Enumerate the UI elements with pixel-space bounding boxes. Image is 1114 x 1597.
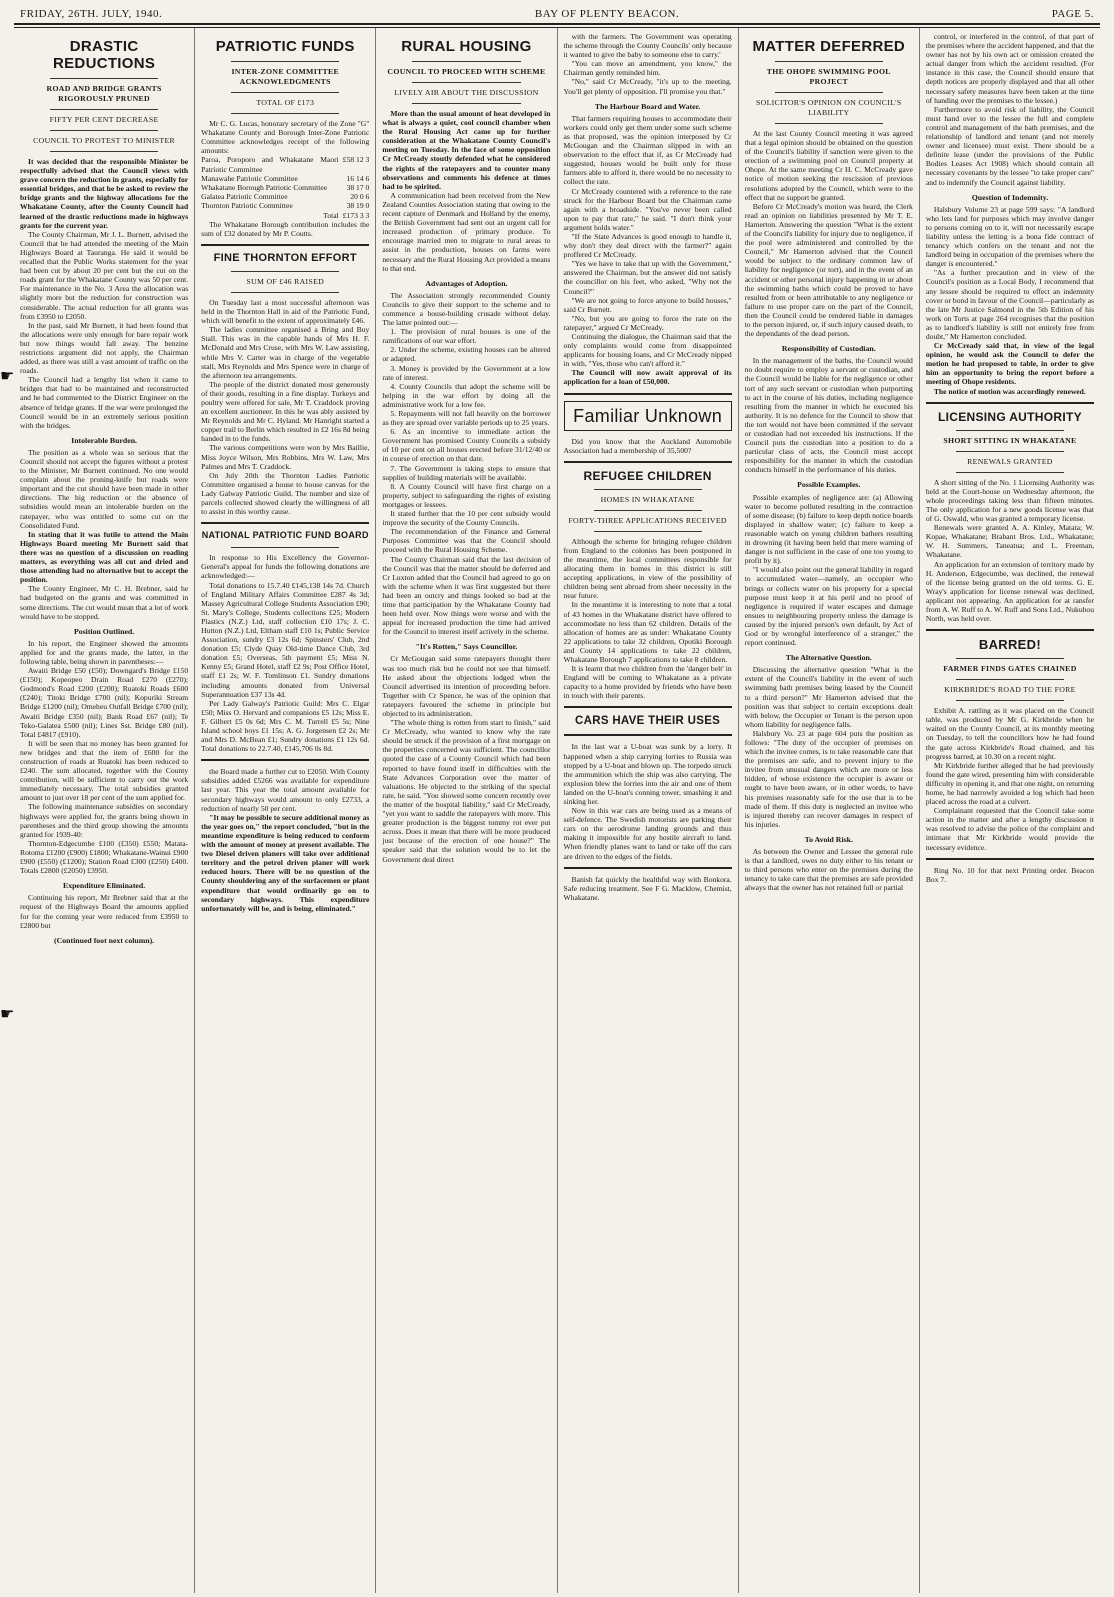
continued-note: (Continued foot next column). [54, 935, 155, 945]
paragraph: Awaiti Bridge £50 (£50); Downgard's Bridge £150 (£150); Kopeopeo Drain Road £270 (£270); Godmond's Road £200 (£200); Ruatoki Roads £600 (£240); Titoki Bridge £700 (nil); Kopuriki Stream Bridge £1200 (nil); Omeheu Outfall Bridge £700 (nil); Awaiti Bridge £350 (nil); Bank Road £67 (nil); Te Teko-Galatea £500 (nil); Lines Sst. Bridge £80 (nil). Total £4817 (£910). [20, 666, 189, 739]
paragraph: At the last County Council meeting it was agreed that a legal opinion should be obtained on the question of the Council's liability if sanction were given to the erection of a swimming pool on Council property at Ohope. At the same meeting Cr H. C. McCready gave notice of motion seeking the rescission of previous resolutions adopted by the Council, which were to the effect that no support be granted. [744, 129, 913, 202]
subheading: Question of Indemnity. [971, 192, 1049, 202]
amount-cell: £173 3 3 [342, 210, 370, 220]
column-6 [920, 28, 1100, 1593]
deck: LIVELY AIR ABOUT THE DISCUSSION [394, 88, 539, 97]
paragraph: Thornton-Edgecumbe £100 (£350) £550; Matata-Rotoma £1200 (£900) £1800; Whakatane-Wainui £900 £900 (£550) (£1200); Station Road £300 (£250) £400. Totals £2800 (£2050) £3950. [20, 838, 189, 876]
paragraph: Per Lady Galway's Patriotic Guild: Mrs C. Elgar £50; Miss O. Hervard and companions £5 12s; Miss E. F. Gilbert £5 0s 6d; Mrs C. M. Turrell £5 5s; Nine Island school boys £1 15s; A. G. Jorgensen £2 2s; Mr and Mrs D. McBean £1; Sundry donations £1 12s 6d. Total donations to 22.7.40, £145,706 0s 8d. [201, 698, 370, 754]
advertisement: Ring No. 10 for that next Printing order. Beacon Box 7. [925, 865, 1095, 884]
paragraph: 1. The provision of rural houses is one of the ramifications of our war effort. [382, 327, 551, 346]
headline-refugee-children: REFUGEE CHILDREN [583, 468, 712, 483]
paragraph: On Tuesday last a most successful afternoon was held in the Thornton Hall in aid of the Patriotic Fund, which will benefit to the extent of approximately £46. [201, 297, 370, 326]
subheading: Expenditure Eliminated. [63, 881, 146, 891]
paragraph: 7. The Government is taking steps to ensure that supplies of building materials will be available. [382, 463, 551, 482]
table-row [201, 155, 369, 173]
table-row [201, 211, 369, 220]
deck: FARMER FINDS GATES CHAINED [943, 664, 1077, 674]
pointing-hand-icon: ☛ [0, 1004, 15, 1023]
paragraph: That farmers requiring houses to accommodate their workers could only get them under some such scheme as that proposed, was the opinion interposed by Cr McGougan and the Chairman slipped in with an observation to the effect that if, as Cr McCready had suggested, houses would be built only for those farmers able to afford it, there would be no necessity to collect the rate. [563, 113, 732, 187]
lead-paragraph: "It may be possible to secure additional money as the year goes on," the report concluded, "but in the meantime expenditure is being reduced to conform with the amount of money at present available. The two Diesel driven planers will take over additional territory and the petrol driven planer will work reduced hours. There will be no question of the County shouldering any of the surfacemen or plant expenditure that would ordinarily go on to secondary highways. This expenditure unfortunately will be, and is being, eliminated." [201, 812, 370, 913]
donor-cell: Thornton Patriotic Committee [201, 201, 293, 211]
paragraph: The County Chairman, Mr J. L. Burnett, advised the Council that he had attended the meeting of the Main Highways Board at Tauranga. He said it would be recalled that the Public Works statement for the year had been cut by about 20 per cent but the cut on the roads grant for the Whakatane County was 50 per cent. For maintenance in the No. 3 Area the allocation was slightly more but the reduction for construction was considerable. The actual reduction for all grants was from £3950 to £2050. [20, 229, 189, 321]
paragraph: The Council had a lengthy list when it came to bridges that had to be maintained and reconstructed and he had commented to the District Engineer on the absence of bridge grants. If the war were prolonged the Council would be in an extremely serious position with the bridges. [20, 375, 189, 430]
headline-patriotic-funds: PATRIOTIC FUNDS [215, 38, 355, 55]
donor-cell: Total [323, 210, 339, 220]
paragraph: Halsbury Volume 23 at page 599 says: "A landlord who lets land for purposes which may involve danger to persons coming on to it, will not necessarily escape liability unless the letting is a bona fide contract of tenancy which confers on the tenant and not the landlord being in occupation of the premises where the danger is encountered." [925, 204, 1095, 269]
paragraph: In the management of the baths, the Council would no doubt require to employ a servant or custodian, and the Council would be liable for the negligence or other tort of any such servant or custodian when purporting to act in the course of his duties, including negligence resulting from the manner in which he executed his authority. It is no defence for the Council to show that the tort would not have been committed if the servant or custodian had not exceeded his instructions. If the Council puts the custodian into a position to do a particular class of acts, the Council must accept responsibility for the manner in which the custodian conducts himself in the performance of his duties. [744, 356, 913, 475]
paragraph: Continuing his report, Mr Brebner said that at the request of the Highways Board the amounts applied for for the coming year were reduced from £3950 to £2800 but [20, 893, 189, 930]
subheading: The Harbour Board and Water. [594, 101, 701, 111]
subheading: Intolerable Burden. [71, 435, 137, 445]
headline-rural-housing: RURAL HOUSING [401, 38, 532, 55]
paragraph: "The whole thing is rotten from start to finish," said Cr McCready, who wanted to know why the rate should be struck if the provision of a first mortgage on the properties concerned was sufficient. The councillor quoted the case of a County Council which had been reported to have found itself in difficulties with the State Advances Corporation over the matter of valuations. He objected to the striking of the special rate, he said. "You showed some concern recently over the matter of the hospital liability," said Cr McCready, "yet you want to saddle the ratepayers with more. This greater production is the biggest tommy rot ever put across. Does it mean that there will be more produced just because of the erection of one house?" The speaker said that the solution would be to let the Government deal direct [382, 718, 551, 864]
paragraph: Halsbury Vo. 23 at page 604 puts the position as follows: "The duty of the occupier of premises on which the invitee comes, is to take reasonable care that the premises are safe, and to prevent injury to the invitee from unusual dangers which are more or less hidden, of whose existence the occupier is aware or ought to have been aware, or in other words, to have his premises reasonably safe for the use that is to be made of them. If this duty is neglected an invitee who is injured thereby can recover damages in respect of his injuries. [744, 728, 913, 829]
deck: ROAD AND BRIDGE GRANTS RIGOROUSLY PRUNED [46, 84, 162, 103]
paragraph: Cr McGougan said some ratepayers thought there was too much risk but he could not see that himself. He asked about the objections lodged when the Council advertised its intention of proceeding before. Together with Cr Spence, he was of the opinion that ratepayers favoured the scheme in principle but objected to its administration. [382, 654, 551, 718]
paragraph: Complainant requested that the Council take some action in the matter and after a lengthy discussion it was resolved to advise the police of the complaint and intimate that Mr Kirkbride would provide the necessary evidence. [925, 806, 1095, 852]
deck: SHORT SITTING IN WHAKATANE [943, 435, 1077, 445]
donations-table [201, 155, 369, 219]
table-row [201, 174, 369, 183]
deck: THE OHOPE SWIMMING POOL PROJECT [766, 67, 891, 86]
paragraph: The following maintenance subsidies on secondary highways were applied for, the grants being shown in parentheses and the third group showing the amounts granted for 1939-40: [20, 802, 189, 839]
subheading: Possible Examples. [797, 480, 861, 490]
paragraph: Furthermore to avoid risk of liability, the Council must hand over to the lessee the full and complete control and management of the bath premises, and the relationship of landlord and tenant (and not merely owner and licensee) must exist. There should be a definite lease (under the provisions of the Public Bodies Leases Act 1908) which should contain all necessary covenants by the lessee "to take proper care" and to indemnify the Council against liability. [925, 104, 1095, 187]
headline-national-patriotic-fund: NATIONAL PATRIOTIC FUND BOARD [201, 530, 369, 541]
paragraph: As between the Owner and Lessee the general rule is that a landlord, owes no duty either to his tenant or to third persons who enter on the premises during the tenancy to take care that the premises are safe provided always that the owner has not retained full or partial [744, 847, 913, 893]
paragraph: A short sitting of the No. 1 Licensing Authority was held at the Court-house on Wednesday afternoon, the whole proceedings taking less than fifteen minutes. The only application for a new goods license was that of G. Oswald, who was granted a temporary license. [925, 477, 1095, 524]
paragraph: "I would also point out the general liability in regard to accumulated water—namely, an occupier who brings or collects water on his property for a special purpose must keep it at his peril and no proof of negligence is required if water escapes and damage ensues to neighbouring property unless the damage is caused by the injured person's own default, by Act of God or by wrongful interference of a stranger," the report continued. [744, 565, 913, 648]
lead-paragraph: In stating that it was futile to attend the Main Highways Board meeting Mr Burnett said that there was no question of a discussion on roading matters, as everything was all cut and dried and those attending had no alternative but to accept the position. [20, 529, 189, 585]
masthead-page: PAGE 5. [1051, 8, 1094, 20]
masthead-date: FRIDAY, 26TH. JULY, 1940. [20, 8, 163, 20]
paragraph: Mr Kirkbride further alleged that he had previously found the gate wired, presenting him with considerable difficulty in opening it, and that one night, on returning home, he had narrowly avoided a log which had been placed across the road at a culvert. [925, 760, 1095, 807]
subheading: Position Outlined. [73, 626, 135, 636]
paragraph: "Yes we have to take that up with the Government," answered the Chairman, but the answer did not satisfy the councillor on his feet, who asked, "Why not the Council?" [563, 259, 732, 296]
familiar-unknown-heading: Familiar Unknown [564, 401, 732, 431]
paragraph: A communication had been received from the New Zealand Counties Association stating that owing to the recent capture of Denmark and Holland by the enemy, the British Government had sent out an urgent call for increased production of primary produce. To encourage married men to migrate to rural areas to assist in the production, houses on farms were necessary and the Rural Housing Act provided a means to that end. [382, 190, 551, 273]
deck: SUM OF £46 RAISED [246, 276, 325, 286]
paragraph: the Board made a further cut to £2050. With County subsidies added £5266 was available for expenditure last year. This year the total amount available for secondary highways would amount to only £2733, a reduction of nearly 50 per cent. [201, 767, 370, 813]
deck: FIFTY PER CENT DECREASE [49, 115, 159, 124]
subheading: Responsibility of Custodian. [781, 344, 876, 354]
paragraph: Total donations to 15.7.40 £145,138 14s 7d. Church of England Military Affairs Committee £287 4s 3d; Massey Agricultural College Students Association £90; St. Mary's College, Students collections £25; Modern Plastics (N.Z.) Ltd, staff collection £10 17s; J. C. Hutton (N.Z.) Ltd, Eltham staff £10 1s; Public Service Association, sundry £3 12s 6d; Spinsters' Club, 2nd donation £5; Clyde Quay Old-time Dance Club, 3rd donation £5; Overseas, 5th payment £5; Miss N. Kenny £5; Grand Hotel, staff £2 9s; Post Office Hotel, staff £1 2s; W. F. Tomlinson £1. Sundry donations including amounts donated from Universal Superannuation £37 13s 4d. [201, 580, 370, 699]
subheading: "It's Rotten," Says Councillor. [415, 642, 518, 652]
paragraph: The various competitions were won by Mrs Baillie, Miss Joyce Wilson, Mrs Robbins, Mrs W. Law, Mrs Palmes and Mrs T. Craddock. [201, 443, 370, 471]
subheading: To Avoid Risk. [804, 834, 853, 844]
paragraph: Cr McCready countered with a reference to the rate struck for the Harbour Board but the Chairman came again with a broadside. "You've never been called upon to pay that rate," he said. "I don't think your argument holds water." [563, 186, 732, 232]
subheading: The Alternative Question. [785, 653, 872, 663]
lead-paragraph: The notice of motion was accordingly renewed. [933, 386, 1086, 396]
paragraph: Possible examples of negligence are: (a) Allowing water to become polluted resulting in the contraction of some disease; (b) failure to keep depth notice boards displayed in shallow water; (c) failure to keep a reasonable watch on young children bathers resulting in drowning (it having been held that mere warning of danger is not sufficient in the case of one too young to profit by it). [744, 492, 913, 566]
deck: SOLICITOR'S OPINION ON COUNCIL'S LIABILITY [756, 98, 902, 117]
column-5 [739, 28, 920, 1593]
lead-paragraph: Cr McCready said that, in view of the legal opinion, he would ask the Council to defer the motion he had proposed to table, in order to give him an opportunity to bring the report before a meeting of Ohope residents. [925, 341, 1095, 387]
headline-matter-deferred: MATTER DEFERRED [752, 38, 906, 55]
paragraph: Exhibit A. rattling as it was placed on the Council table, was produced by Mr G. Kirkbride when he waited on the County Council, at its monthly meeting on Tuesday, to tell the councillors how he had found the gate across Kirkbride's Road chained, and his progress barred, at 10.30 on a recent night. [925, 706, 1095, 761]
paragraph: The people of the district donated most generously of their goods, resulting in a fine display. Turkeys and poultry were offered for sale, Mr T. Craddock proving an excellent auctioneer. In this he was ably assisted by Mr Reynolds and Mr C. Hyland. Mr Hanright started a copper trail to Berlin which resulted in £2 16s 8d being handed in to the funds. [201, 379, 370, 444]
column-3 [376, 28, 557, 1593]
donor-cell: Paroa, Poroporo and Whakatane Maori Patriotic Committee [201, 155, 339, 174]
paragraph: 6. As an incentive to immediate action the Government has promised County Councils a subsidy of 10 per cent on all houses erected before 31/12/40 or in course of erection on that date. [382, 427, 551, 464]
paragraph: In the meantime it is interesting to note that a total of 43 homes in the Whakatane district have offered to accommodate no less than 62 children. Details of the allocation of homes are as under: Whakatane County 22 applications to take 32 children, Opotiki Borough and County 14 applications to take 22 children, Whakatane Borough 7 applications to take 8 children. [563, 600, 732, 664]
paragraph: The ladies committee organised a Bring and Buy Stall. This was in the capable hands of Mrs H. F. McDonald and Mrs Cruse, with Mrs W. Law assisting, while Mrs V. Carter was in charge of the vegetable stall, Mrs Reynolds and Mrs Spence were in charge of the afternoon tea arrangements. [201, 325, 370, 380]
paragraph: "No, but you are going to force the rate on the ratepayer," argued Cr McCready. [563, 313, 732, 332]
deck: RENEWALS GRANTED [967, 456, 1053, 466]
paragraph: Although the scheme for bringing refugee children from England to the colonies has been postponed in the meantime, the local committees responsible for allocating them in homes in this district is still accepting applications, in view of the possibility of children being sent abroad from sheer necessity in the near future. [563, 536, 732, 601]
paragraph: Continuing the dialogue, the Chairman said that the only complaints would come from disappointed applicants for housing loans, and Cr McCready nipped in with, "Yes, those who can't afford it." [563, 332, 732, 369]
paragraph: It is learnt that two children from the 'danger belt' in England will be coming to Whakatane as a private capacity to a home provided by friends who have been in touch with their parents. [563, 664, 732, 701]
paragraph: It stated further that the 10 per cent subsidy would improve the security of the County Councils. [382, 509, 551, 528]
paragraph: control, or interfered in the control, of that part of the premises where the accident happened, and that the owner has not by his own act or omission created the actual danger from which the accident resulted. (For instance in this case, the Council should ensure that depth notices are properly displayed and that all other necessary safety measures have been taken at the time of handing over the premises to the lessee.) [925, 32, 1095, 105]
paragraph: It will be seen that no money has been granted for new bridges and that the item of £600 for the construction of roads at Ruatoki has been reduced to £240. The sum allocated, together with the County contribution, will be sufficient to carry out the work immediately necessary. The total subsidies granted amount to just over 18 per cent of the sum applied for. [20, 738, 189, 803]
paragraph: with the farmers. The Government was operating the scheme through the County Councils' only because it wanted to give the baby to someone else to carry.' [563, 32, 732, 60]
headline-drastic-reductions: DRASTIC REDUCTIONS [53, 38, 156, 72]
deck: COUNCIL TO PROTEST TO MINISTER [33, 136, 176, 145]
deck: HOMES IN WHAKATANE [600, 494, 695, 504]
deck: FORTY-THREE APPLICATIONS RECEIVED [568, 515, 727, 525]
column-2 [195, 28, 376, 1593]
donor-cell: Whakatane Borough Patriotic Committee [201, 182, 328, 192]
column-1 [14, 28, 195, 1593]
amount-cell: 16 14 6 [346, 173, 370, 183]
paragraph: 2. Under the scheme, existing houses can be altered or adapted. [382, 345, 551, 364]
paragraph: Discussing the alternative question "What is the extent of the Council's liability in the event of such swimming bath premises being leased by the Council to a third person?" Mr Hamerton advised that the position was that subject to certain exceptions dealt with below, the Occupier or Tenant is the person upon whom liability for negligence falls. [744, 665, 913, 729]
deck: KIRKBRIDE'S ROAD TO THE FORE [944, 685, 1076, 695]
lead-paragraph: It was decided that the responsible Minister be respectfully advised that the Council views with grave concern the reduction in grants, especially for essential bridges, and that he be asked to review the bridge grants and the highway allocations for the Whakatane County, after the County Council had learned of the drastic reductions made in highways grants for the current year. [20, 157, 189, 230]
deck: INTER-ZONE COMMITTEE ACKNOWLEDGMENTS [231, 67, 340, 86]
paragraph: The recommendation of the Finance and General Purposes Committee was that the Council should proceed with the Rural Housing Scheme. [382, 527, 551, 555]
masthead-paper: BAY OF PLENTY BEACON. [534, 8, 680, 20]
paragraph: 4. County Councils that adopt the scheme will be helping in the war effort by doing all the administrative work for a low fee. [382, 381, 551, 409]
paragraph: In the last war a U-boat was sunk by a lorry. It happened when a ship carrying lorries to Russia was stopped by a U-boat and blown up. The torpedo struck the ammunition which the ship was also carrying. The explosion blew the lorries into the air and one of them landed on the U-boat's conning tower, smashing it and sinking her. [563, 742, 732, 806]
column-4 [558, 28, 739, 1593]
amount-cell: 20 0 6 [350, 192, 370, 202]
headline-licensing-authority: LICENSING AUTHORITY [937, 409, 1082, 424]
masthead [14, 6, 1100, 25]
paragraph: In the past, said Mr Burnett, it had been found that the allocations were only enough for bare repair work but now things would fall away. The benzine restrictions argument did not apply, the Chairman added, as there was still a vast amount of traffic on the roads. [20, 320, 189, 376]
paragraph: The position as a whole was so serious that the Council should not accept the figures without a protest to the Minister, Mr Burnett continued. No one would complain about the pruning-knife but roads were important and the cut should have been made in other directions. The big reduction or the absence of subsidies would mean an intolerable burden on the ratepayer, who was entitled to some cut on the Consolidated Fund. [20, 447, 189, 530]
paragraph: 8. A County Council will have first charge on a property, subject to safeguarding the rights of existing mortgages or lessees. [382, 481, 551, 509]
lead-paragraph: The Council will now await approval of its application for a loan of £50,000. [563, 368, 732, 387]
paragraph: Mr C. G. Lucas, honorary secretary of the Zone "G" Whakatane County and Borough Inter-Zone Patriotic Committee acknowledges receipt of the following amounts: [201, 119, 370, 156]
deck: TOTAL OF £173 [256, 98, 315, 107]
headline-barred: BARRED! [978, 637, 1041, 653]
paragraph: 3. Money is provided by the Government at a low rate of interest. [382, 363, 551, 382]
paragraph: In response to His Excellency the Governor-General's appeal for funds the following donations are acknowledged:— [201, 553, 370, 581]
amount-cell: 38 17 0 [346, 182, 370, 192]
paragraph: The County Engineer, Mr C. H. Brebner, said he had budgeted on the grants and was committed in some directions. The cut would mean that a lot of work would have to be stopped. [20, 584, 189, 621]
paragraph: "If the State Advances is good enough to handle it, why don't they deal direct with the farmer?" again proffered Cr McCready. [563, 231, 732, 260]
paragraph: The County Chairman said that the last decision of the Council was that the matter should be deferred and Cr Luxton added that the Council had agreed to go on with the scheme when it was first suggested but there had been an outcry and things looked so bad at the time that participation by the Whakatane County had been held over. Now things were worse and with the appeal for increased production the time had arrived for the Council to interest itself actively in the scheme. [382, 554, 551, 637]
paragraph: Renewals were granted A. A. Kinley, Matata; W. Kopae, Whakatane; Brabant Bros. Ltd., Whakatane; W. H. Summers, Taneatua; and L. Freeman, Whakatane. [925, 523, 1095, 560]
headline-cars-have-their-uses: CARS HAVE THEIR USES [575, 715, 721, 728]
table-row [201, 201, 369, 210]
columns [14, 27, 1100, 1593]
subheading: Advantages of Adoption. [425, 278, 508, 288]
paragraph: The Association strongly recommended County Councils to give their support to the scheme and to commence a house-building crusade without delay. The latter pointed out:— [382, 290, 551, 328]
pointing-hand-icon: ☛ [0, 366, 15, 385]
paragraph: An application for an extension of territory made by H. Anderson, Edgecumbe, was declined, the renewal of the license being granted on the old terms. G. E. Wray's application for license renewal was declined, applicant not appearing. An application for at ransfer from A. W. Ruff to A. W. Ruff and Sons Ltd., Nukuhou North, was held over. [925, 559, 1095, 624]
paragraph: Did you know that the Auckland Automobile Association had a membership of 35,500? [563, 436, 732, 455]
paragraph: Now in this war cars are being used as a means of self-defence. The Swedish motorists are parking their cars on the aerodrome landing grounds and thus making it impossible for any hostile aircraft to land. When friendly planes want to land or take off the cars are driven to the edges of the fields. [563, 806, 732, 861]
paragraph: "As a further precaution and in view of the Council's position as a Local Body, I recommend that any lessee should be required to effect an indemnity cover or bond in favour of the Council—particularly as the late Mr Justice Salmond in the 5th Edition of his work on Torts at page 264 recognises that the position as to landlord's liability is still not entirely free from doubt," Mr Hamerton concluded. [925, 268, 1095, 341]
paragraph: "No," said Cr McCready, "it's up to the meeting. You'll get plenty of opposition. I'll promise you that." [563, 77, 732, 96]
paragraph: "We are not going to force anyone to build houses," said Cr Burnett. [563, 295, 732, 314]
paragraph: 5. Repayments will not fall heavily on the borrower as they are spread over variable periods up to 25 years. [382, 409, 551, 428]
paragraph: "You can move an amendment, you know," the Chairman gently reminded him. [563, 59, 732, 78]
lead-paragraph: More than the usual amount of heat developed in what is always a quiet, cool council chamber when the Rural Housing Act came up for further consideration at the Whakatane County Council's meeting on Tuesday. In the face of some opposition Cr McCready stoutly defended what he considered the rights of the ratepayers and to counter many observations and comments his defence at times had to be spirited. [382, 109, 551, 191]
paragraph: In his report, the Engineer showed the amounts applied for and the grants made, the latter, in the following table, being shown in parentheses:— [20, 638, 189, 666]
advertisement: Banish fat quickly the healthful way with Bonkora. Safe reducing treatment. See F G. Macklow, Chemist, Whakatane. [563, 874, 732, 902]
paragraph: On July 20th the Thornton Ladies Patriotic Committee organised a house to house canvas for the Lady Galway Patriotic Guild. The number and size of parcels collected showed clearly the willingness of all to assist in this worthy cause. [201, 470, 370, 517]
deck: COUNCIL TO PROCEED WITH SCHEME [387, 67, 546, 76]
headline-fine-thornton-effort: FINE THORNTON EFFORT [213, 251, 357, 264]
amount-cell: 38 19 0 [346, 201, 370, 211]
table-row [201, 192, 369, 201]
donor-cell: Manawahe Patriotic Committee [201, 173, 298, 183]
table-row [201, 183, 369, 192]
paragraph: Before Cr McCready's motion was heard, the Clerk read an opinion on liabilities presented by Mr T. E. Hamerton. Answering the question "What is the extent of the Council's liability for injury due to negligence, if the pool were administered and controlled by the Council," Mr Hamerton advised that the Council would be subject to the ordinary common law of liability for negligence (or tort), and in the event of an accident or other personal injury happening in or about the swimming baths which could be proved to have resulted from or been attributable to any negligence or failure to use proper care on the part of the Council, then the Council could be rendered liable in damages to the person injured, or, if such injury caused death, to the dependants of the dead person. [744, 201, 913, 339]
amount-cell: £58 12 3 [342, 155, 370, 165]
paragraph: The Whakatane Borough contribution includes the sum of £32 donated by Mr P. Coutts. [201, 219, 370, 238]
donor-cell: Galatea Patriotic Committee [201, 192, 288, 202]
